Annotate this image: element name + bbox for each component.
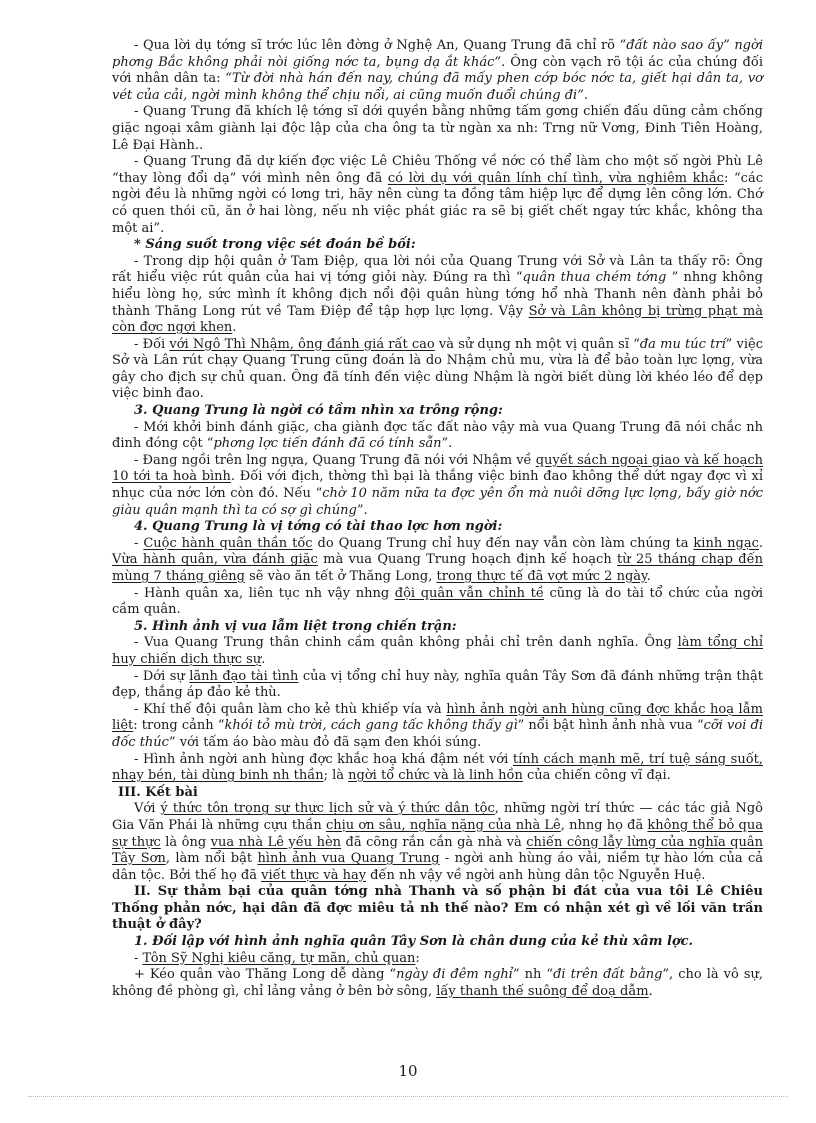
paragraph bbox=[112, 586, 763, 619]
paragraph bbox=[112, 752, 763, 785]
underlined-text: vua nhà Lê yếu hèn bbox=[210, 834, 342, 850]
underlined-text: ý thức tôn trọng sự thực lịch sử và ý thức dân tộc bbox=[160, 801, 495, 817]
text-run: - Qua lời dụ tớng sĩ trớc lúc lên đờng ở Nghệ An, Quang Trung đã chỉ rõ bbox=[134, 38, 620, 53]
section-heading: * Sáng suốt trong việc sét đoán bề bối: bbox=[134, 237, 416, 253]
text-run: . bbox=[646, 569, 651, 584]
underlined-text: tính cách mạnh mẽ, trí tuệ sáng suốt, nhạy bén, tài dùng binh nh thần bbox=[112, 751, 764, 784]
paragraph bbox=[112, 38, 763, 104]
text-run: : trong cảnh “ bbox=[133, 718, 225, 734]
underlined-text: Sở và Lân không bị trừng phạt mà còn đợc ngợi khen bbox=[112, 303, 763, 336]
quoted-text: đa mu túc trí bbox=[639, 336, 726, 352]
text-run: - Quang Trung đã khích lệ tớng sĩ dới quyền bằng những tấm gơng chiến đấu dũng cảm chống giặc ngoại xâm giành lại độc lập của cha ông ta từ ngàn xa nh: Trng nữ Vơng, Đinh Tiên Hoàng, Lê Đại Hành.. bbox=[112, 104, 763, 153]
text-run: và sử dụng nh một vị quân sĩ “ bbox=[434, 336, 640, 352]
text-run: + Kéo quân vào Thăng Long dễ dàng “ bbox=[134, 967, 397, 983]
question-heading: II. Sự thảm bại của quân tớng nhà Thanh và số phận bi đát của vua tôi Lê Chiêu Thống phản nớc, hại dân đã đợc miêu tả nh thế nào? Em có nhận xét gì về lối văn trần thuật ở đây? bbox=[112, 884, 763, 933]
underlined-text: Tôn Sỹ Nghị kiêu căng, tự mãn, chủ quan bbox=[142, 950, 416, 966]
underlined-text: viết thực và hay bbox=[261, 867, 367, 883]
paragraph bbox=[112, 536, 763, 586]
text-run: - bbox=[134, 535, 144, 551]
paragraph bbox=[112, 154, 763, 237]
text-run: là ông bbox=[160, 834, 211, 850]
underlined-text: quyết sách ngoại giao và kế hoạch 10 tới ta hoà bình bbox=[112, 452, 763, 485]
underlined-text: lãnh đạo tài tình bbox=[189, 668, 299, 684]
underlined-text: có lời dụ với quân lính chí tình, vừa nghiêm khắc bbox=[387, 170, 724, 186]
paragraph bbox=[112, 635, 763, 668]
text-run: do Quang Trung chỉ huy đến nay vẫn còn làm chúng ta bbox=[312, 535, 694, 551]
part-heading: III. Kết bài bbox=[118, 784, 198, 800]
text-run: - Trong dịp hội quân ở Tam Điệp, qua lời nói của Quang Trung với Sở và Lân ta thấy rõ: Ông rất hiểu việc rút quân của hai vị tớng giỏi này. Đúng ra thì “ bbox=[112, 253, 763, 286]
text-run: - Dới sự bbox=[134, 668, 190, 684]
quoted-text: “đất nào sao ấy” ngời phơng Bắc không phải nòi giống nớc ta, bụng dạ ắt khác” bbox=[112, 38, 763, 70]
underlined-text: kinh ngạc bbox=[693, 535, 759, 551]
text-run: mà vua Quang Trung hoạch định kế hoạch bbox=[317, 552, 618, 568]
text-run: , nhng họ đã bbox=[560, 817, 648, 833]
text-run: . bbox=[758, 535, 763, 551]
quoted-text: khói tỏ mù trời, cách gang tấc không thấy gì bbox=[224, 718, 518, 734]
underlined-text: hình ảnh ngời anh hùng cũng đợc khắc hoạ lẫm liệt bbox=[112, 701, 763, 734]
paragraph bbox=[112, 967, 763, 1000]
text-run: của chiến công vĩ đại. bbox=[522, 768, 671, 784]
quoted-text: đi trên đất bằng bbox=[553, 967, 663, 983]
paragraph bbox=[112, 254, 763, 337]
text-run: đã cõng rắn cắn gà nhà và bbox=[341, 834, 527, 850]
quoted-text: ngày đi đêm nghỉ bbox=[396, 967, 513, 983]
underlined-text: lấy thanh thế suông để doạ dẫm bbox=[436, 983, 649, 999]
text-run: , làm nổi bật bbox=[165, 851, 258, 867]
text-run: - Khí thế đội quân làm cho kẻ thù khiếp vía và bbox=[134, 701, 447, 717]
text-run: . bbox=[583, 87, 588, 103]
section-heading: 4. Quang Trung là vị tớng có tài thao lợc hơn ngời: bbox=[134, 519, 503, 535]
paragraph bbox=[112, 801, 763, 884]
text-run: - Đang ngồi trên lng ngựa, Quang Trung đã nói với Nhậm về bbox=[134, 452, 536, 468]
text-run: . bbox=[261, 651, 266, 667]
text-run: - Hình ảnh ngời anh hùng đợc khắc hoạ khá đậm nét với bbox=[134, 751, 513, 767]
underlined-text: không thể bỏ qua sự thực bbox=[112, 817, 763, 850]
underlined-text: với Ngô Thì Nhậm, ông đánh giá rất cao bbox=[169, 336, 435, 352]
quoted-text: phơng lợc tiến đánh đã có tính sẵn bbox=[213, 436, 442, 452]
paragraph bbox=[112, 951, 763, 968]
text-run: cũng là do tài tổ chức của ngời cầm quân. bbox=[112, 585, 763, 618]
text-run: - Đối bbox=[134, 336, 170, 352]
page-number: 10 bbox=[398, 1062, 418, 1080]
text-run: - Quang Trung đã dự kiến đợc việc Lê Chiêu Thống về nớc có thể làm cho một số ngời Phù Lê “thay lòng đổi dạ” với mình nên ông đã bbox=[112, 154, 763, 186]
text-run: ” việc Sở và Lân rút chạy Quang Trung cũng đoán là do Nhậm chủ mu, vừa là để bảo toàn lực lợng, vừa gây cho địch sự chủ quan. Ông đã tính đến việc dùng Nhậm là ngời biết dùng lời khéo léo để dẹp việc binh đao. bbox=[112, 336, 763, 402]
text-run: đến nh vậy về ngời anh hùng dân tộc Nguyễn Huệ. bbox=[366, 867, 706, 883]
text-run: - ngời anh hùng áo vải, niềm tự hào lớn của cả dân tộc. Bởi thế họ đã bbox=[112, 851, 763, 883]
text-run: : bbox=[415, 950, 420, 966]
text-run: . bbox=[648, 983, 653, 999]
text-run: của vị tổng chỉ huy này, nghĩa quân Tây Sơn đã đánh những trận thật đẹp, thắng áp đảo kẻ thù. bbox=[112, 668, 763, 701]
section-heading: 5. Hình ảnh vị vua lẫm liệt trong chiến trận: bbox=[134, 618, 457, 634]
underlined-text: Cuộc hành quân thần tốc bbox=[143, 535, 313, 551]
underlined-text: Vừa hành quân, vừa đánh giặc bbox=[112, 552, 318, 568]
text-run: ” nổi bật hình ảnh nhà vua “ bbox=[517, 718, 704, 734]
underlined-text: làm tổng chỉ huy chiến dịch thực sự bbox=[112, 635, 764, 667]
quoted-text: “Từ đời nhà hán đến nay, chúng đã mấy phen cớp bóc nớc ta, giết hại dân ta, vơ vét của cải, ngời mình không thể chịu nổi, ai cũng muốn đuổi chúng đi” bbox=[112, 71, 763, 103]
text-run: , những ngời trí thức — các tác giả Ngô Gia Văn Phái là những cựu thần bbox=[112, 801, 763, 833]
text-run: - Mới khởi binh đánh giặc, cha giành đợc tấc đất nào vậy mà vua Quang Trung đã nói chắc nh đinh đóng cột “ bbox=[112, 419, 763, 452]
section-heading: 3. Quang Trung là ngời có tầm nhìn xa trông rộng: bbox=[134, 403, 503, 419]
quoted-text: chờ 10 năm nữa ta đợc yên ổn mà nuôi dỡng lực lợng, bấy giờ nớc giàu quân mạnh thì ta có sợ gì chúng bbox=[112, 486, 763, 518]
quoted-text: quân thua chém tớng bbox=[522, 270, 667, 286]
text-run: ”. bbox=[441, 436, 453, 452]
paragraph bbox=[112, 104, 763, 154]
page-bottom-rule bbox=[28, 1096, 788, 1097]
text-run: : “các ngời đều là những ngời có lơng tri, hãy nên cùng ta đồng tâm hiệp lực để dựng lên công lớn. Chớ có quen thói cũ, ăn ở hai lòng, nếu nh việc phát giác ra sẽ bị giết chết ngay tức khắc, không tha một ai”. bbox=[112, 170, 763, 236]
underlined-text: đội quân vẫn chỉnh tề bbox=[394, 585, 544, 601]
text-run: ; là bbox=[323, 768, 349, 784]
text-run: . Đối với địch, thờng thì bại là thắng việc binh đao không thể dứt ngay đợc vì xỉ nhục của nớc lớn còn đó. Nếu “ bbox=[112, 469, 763, 502]
underlined-text: từ 25 tháng chạp đến mùng 7 tháng giêng bbox=[112, 552, 763, 584]
text-run: ” nhng không hiểu lòng họ, sức mình ít không địch nổi đội quân hùng tớng hổ nhà Thanh nên đành phải bỏ thành Thăng Long rút về Tam Điệp để tập hợp lực lợng. Vậy bbox=[112, 270, 763, 319]
text-run: ” với tấm áo bào màu đỏ đã sạm đen khói súng. bbox=[168, 734, 482, 750]
paragraph bbox=[112, 453, 763, 519]
section-heading: 1. Đối lập với hình ảnh nghĩa quân Tây Sơn là chân dung của kẻ thù xâm lợc. bbox=[134, 934, 694, 950]
quoted-text: cỡi voi đi đốc thúc bbox=[112, 718, 763, 750]
text-run: sẽ vào ăn tết ở Thăng Long, bbox=[244, 569, 437, 584]
paragraph bbox=[112, 337, 763, 403]
underlined-text: trong thực tế đã vợt mức 2 ngày bbox=[436, 569, 647, 584]
paragraph bbox=[112, 420, 763, 453]
document-body bbox=[112, 38, 763, 1000]
underlined-text: chịu ơn sâu, nghĩa nặng của nhà Lê bbox=[325, 817, 561, 833]
text-run: ” nh “ bbox=[512, 967, 554, 983]
text-run: . Ông còn vạch rõ tội ác của chúng đối với nhân dân ta: bbox=[112, 54, 763, 87]
text-run: - Hành quân xa, liên tục nh vậy nhng bbox=[134, 585, 395, 601]
text-run: Với bbox=[134, 801, 161, 817]
paragraph bbox=[112, 669, 763, 702]
text-run: . bbox=[232, 320, 237, 336]
underlined-text: hình ảnh vua Quang Trung bbox=[257, 851, 440, 867]
text-run: - Vua Quang Trung thân chinh cầm quân không phải chỉ trên danh nghĩa. Ông bbox=[134, 635, 678, 651]
text-run: ”. bbox=[356, 502, 368, 518]
text-run: ”, cho là vô sự, không đề phòng gì, chỉ lảng vảng ở bên bờ sông, bbox=[112, 967, 763, 999]
text-run: - bbox=[134, 950, 143, 966]
underlined-text: chiến công lẫy lừng của nghĩa quân Tây Sơn bbox=[112, 834, 763, 867]
underlined-text: ngời tổ chức và là linh hồn bbox=[348, 768, 523, 784]
paragraph bbox=[112, 702, 763, 752]
